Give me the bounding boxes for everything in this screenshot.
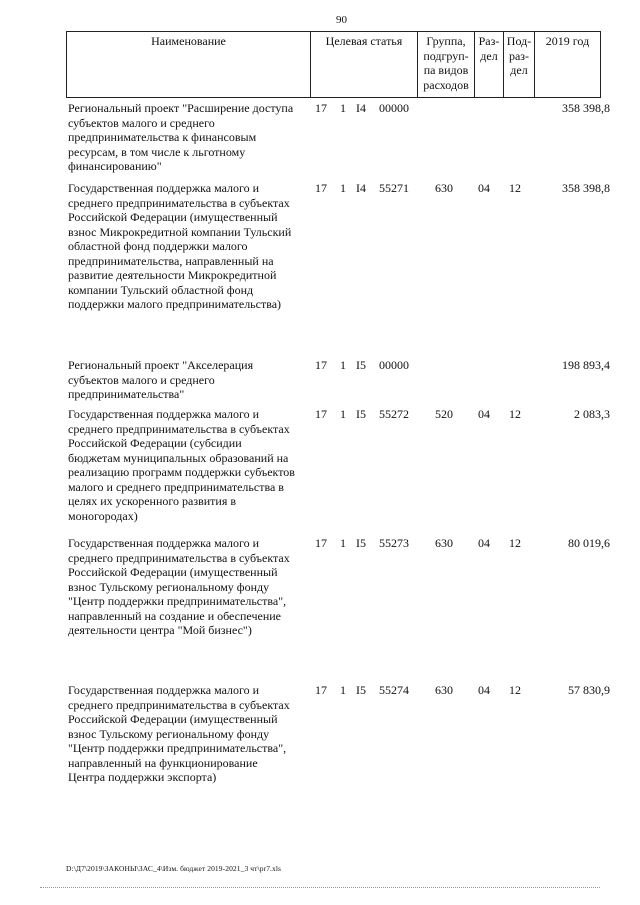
cell-section: 04 <box>478 536 490 550</box>
header-year-2019: 2019 год <box>545 34 590 48</box>
header-target-article: Целевая статья <box>311 32 418 97</box>
cell-c1: 17 <box>315 181 327 195</box>
row-name-line: Государственная поддержка малого и <box>68 181 260 195</box>
row-name-line: среднего предпринимательства в субъектах <box>68 421 290 436</box>
row-name-line: субъектов малого и среднего <box>68 372 215 387</box>
row-name-line: "Центр поддержки предпринимательства", <box>68 741 287 755</box>
cell-c4: 55271 <box>379 181 409 195</box>
row-name <box>68 181 310 312</box>
cell-c2: 1 <box>340 683 346 697</box>
cell-amount-2019: 57 830,9 <box>568 683 610 697</box>
cell-c2: 1 <box>340 536 346 550</box>
cell-section: 04 <box>478 683 490 697</box>
row-name-line: взнос Микрокредитной компании Тульский <box>68 224 292 239</box>
file-path-footer: D:\Д7\2019\ЗАКОНЫ\ЗАС_4\Изм. бюджет 2019-2021_3 чт\pr7.xls <box>66 864 282 873</box>
cell-subsection: 12 <box>509 683 521 697</box>
cell-group: 630 <box>435 536 453 550</box>
cell-section: 04 <box>478 407 490 421</box>
row-name-line: Российской Федерации (имущественный <box>68 565 278 579</box>
row-name-line: Российской Федерации (имущественный <box>68 712 278 726</box>
cell-group: 630 <box>435 181 453 195</box>
row-name-line: малого и среднего предпринимательства в <box>68 479 284 494</box>
cell-amount-2019: 198 893,4 <box>562 358 610 372</box>
row-name-line: Центра поддержки экспорта) <box>68 770 217 784</box>
row-name-line: моногородах) <box>68 508 138 523</box>
row-name-line: Региональный проект "Акселерация <box>68 358 254 372</box>
cell-c4: 55273 <box>379 536 409 550</box>
cell-c1: 17 <box>315 683 327 697</box>
cell-c4: 55272 <box>379 407 409 421</box>
row-name-line: поддержки малого предпринимательства) <box>68 297 282 311</box>
cell-section: 04 <box>478 181 490 195</box>
cell-amount-2019: 358 398,8 <box>562 181 610 195</box>
cell-subsection: 12 <box>509 181 521 195</box>
row-name <box>68 101 310 174</box>
cell-amount-2019: 2 083,3 <box>574 407 610 421</box>
cell-amount-2019: 80 019,6 <box>568 536 610 550</box>
cell-c3: I5 <box>356 536 366 550</box>
header-subsection: Под- раз- дел <box>504 32 535 97</box>
row-name-line: Российской Федерации (субсидии <box>68 436 242 450</box>
cell-c3: I4 <box>356 181 366 195</box>
row-name <box>68 407 310 523</box>
row-name-line: бюджетам муниципальных образований на <box>68 450 289 465</box>
header-name: Наименование <box>67 32 311 97</box>
row-name-line: среднего предпринимательства в субъектах <box>68 697 290 712</box>
row-name-line: направленный на функционирование <box>68 755 258 770</box>
cell-c1: 17 <box>315 101 327 115</box>
cell-subsection: 12 <box>509 536 521 550</box>
row-name-line: предпринимательства к финансовым <box>68 130 257 144</box>
cell-group: 520 <box>435 407 453 421</box>
row-name-line: Государственная поддержка малого и <box>68 407 260 421</box>
table-header <box>66 31 601 98</box>
cell-c4: 00000 <box>379 101 409 115</box>
cell-c3: I4 <box>356 101 366 115</box>
row-name-line: предпринимательства" <box>68 387 185 401</box>
row-name-line: взнос Тульскому региональному фонду <box>68 726 270 741</box>
row-name <box>68 683 310 785</box>
row-name-line: Государственная поддержка малого и <box>68 683 260 697</box>
header-expense-group: Группа, подгруп- па видов расходов <box>418 32 475 97</box>
header-section: Раз- дел <box>475 32 504 97</box>
row-name-line: взнос Тульскому региональному фонду <box>68 579 270 594</box>
row-name-line: "Центр поддержки предпринимательства", <box>68 594 287 608</box>
cell-group: 630 <box>435 683 453 697</box>
page-number: 90 <box>336 14 347 26</box>
cell-c1: 17 <box>315 358 327 372</box>
row-name-line: Региональный проект "Расширение доступа <box>68 101 294 115</box>
cell-c3: I5 <box>356 358 366 372</box>
footer-dotted-line <box>40 887 600 888</box>
row-name-line: развитие деятельности Микрокредитной <box>68 268 277 282</box>
row-name-line: областной фонд поддержки малого <box>68 239 248 253</box>
cell-c2: 1 <box>340 407 346 421</box>
row-name-line: реализацию программ поддержки субъектов <box>68 465 295 479</box>
row-name-line: целях их ускоренного развития в <box>68 494 237 508</box>
row-name-line: компании Тульский областной фонд <box>68 282 254 297</box>
row-name-line: субъектов малого и среднего <box>68 115 215 130</box>
row-name-line: среднего предпринимательства в субъектах <box>68 195 290 210</box>
row-name-line: предпринимательства, направленный на <box>68 253 274 268</box>
cell-subsection: 12 <box>509 407 521 421</box>
cell-c4: 55274 <box>379 683 409 697</box>
row-name-line: деятельности центра "Мой бизнес") <box>68 623 252 637</box>
row-name-line: Российской Федерации (имущественный <box>68 210 278 224</box>
row-name-line: Государственная поддержка малого и <box>68 536 260 550</box>
row-name-line: финансированию" <box>68 159 162 173</box>
cell-c4: 00000 <box>379 358 409 372</box>
row-name <box>68 536 310 638</box>
row-name-line: направленный на создание и обеспечение <box>68 608 281 623</box>
cell-c2: 1 <box>340 181 346 195</box>
row-name-line: ресурсам, в том числе к льготному <box>68 144 246 159</box>
cell-amount-2019: 358 398,8 <box>562 101 610 115</box>
cell-c2: 1 <box>340 358 346 372</box>
row-name-line: среднего предпринимательства в субъектах <box>68 550 290 565</box>
cell-c1: 17 <box>315 407 327 421</box>
cell-c3: I5 <box>356 683 366 697</box>
cell-c2: 1 <box>340 101 346 115</box>
cell-c1: 17 <box>315 536 327 550</box>
cell-c3: I5 <box>356 407 366 421</box>
row-name <box>68 358 310 402</box>
